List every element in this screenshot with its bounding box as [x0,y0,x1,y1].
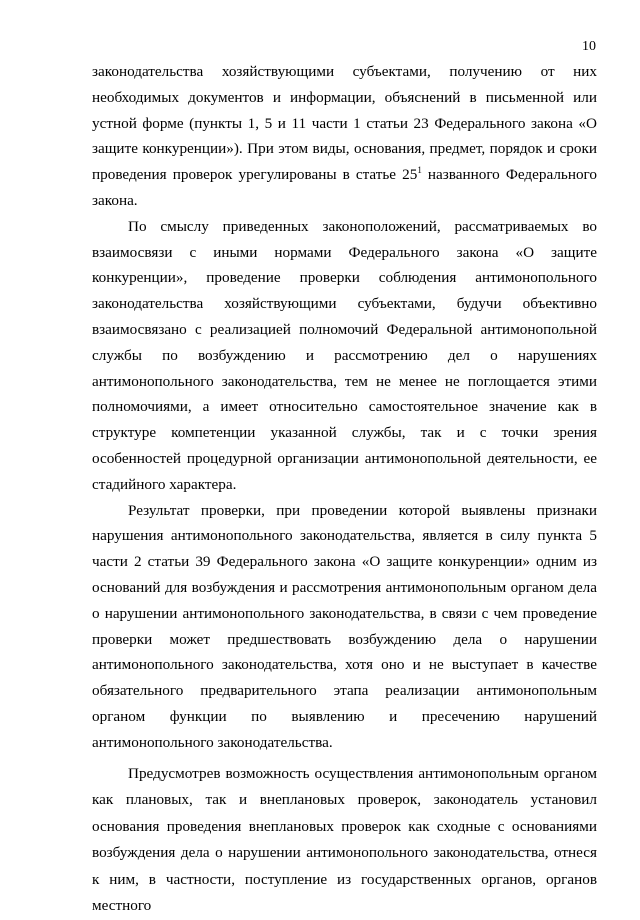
document-body [92,59,597,920]
page-number: 10 [582,39,596,54]
paragraph-2: По смыслу приведенных законоположений, рассматриваемых во взаимосвязи с иными нормами Федерального закона «О защите конкуренции», проведение проверки соблюдения антимонопольного законодательства хозяйствующими субъектами, будучи объективно взаимосвязано с реализацией полномочий Федеральной антимонопольной службы по возбуждению и рассмотрению дел о нарушениях антимонопольного законодательства, тем не менее не поглощается этими полномочиями, а имеет относительно самостоятельное значение как в структуре компетенции указанной службы, так и с точки зрения особенностей процедурной организации антимонопольной деятельности, ее стадийного характера. [92,217,597,493]
paragraph-3: Результат проверки, при проведении которой выявлены признаки нарушения антимонопольного законодательства, является в силу пункта 5 части 2 статьи 39 Федерального закона «О защите конкуренции» одним из оснований для возбуждения и рассмотрения антимонопольным органом дела о нарушении антимонопольного законодательства, в связи с чем проведение проверки может предшествовать возбуждению дела о нарушении антимонопольного законодательства, хотя оно и не выступает в качестве обязательного предварительного этапа реализации антимонопольным органом функции по выявлению и пресечению нарушений антимонопольного законодательства. [92,501,597,751]
paragraph-1-text: законодательства хозяйствующими субъектами, получению от них необходимых документов и информации, объяснений в письменной или устной форме (пункты 1, 5 и 11 части 1 статьи 23 Федерального закона «О защите конкуренции»). При этом виды, основания, предмет, порядок и сроки проведения проверок урегулированы в статье 25 [92,63,597,184]
paragraph-4: Предусмотрев возможность осуществления антимонопольным органом как плановых, так и внеплановых проверок, законодатель установил основания проведения внеплановых проверок как сходные с основаниями возбуждения дела о нарушении антимонопольного законодательства, отнеся к ним, в частности, поступление из государственных органов, органов местного [92,764,597,915]
paragraph-1 [92,59,597,214]
footnote-superscript: 1 [417,165,422,176]
paragraph-1-text-end: названного Федерального закона. [92,166,597,209]
